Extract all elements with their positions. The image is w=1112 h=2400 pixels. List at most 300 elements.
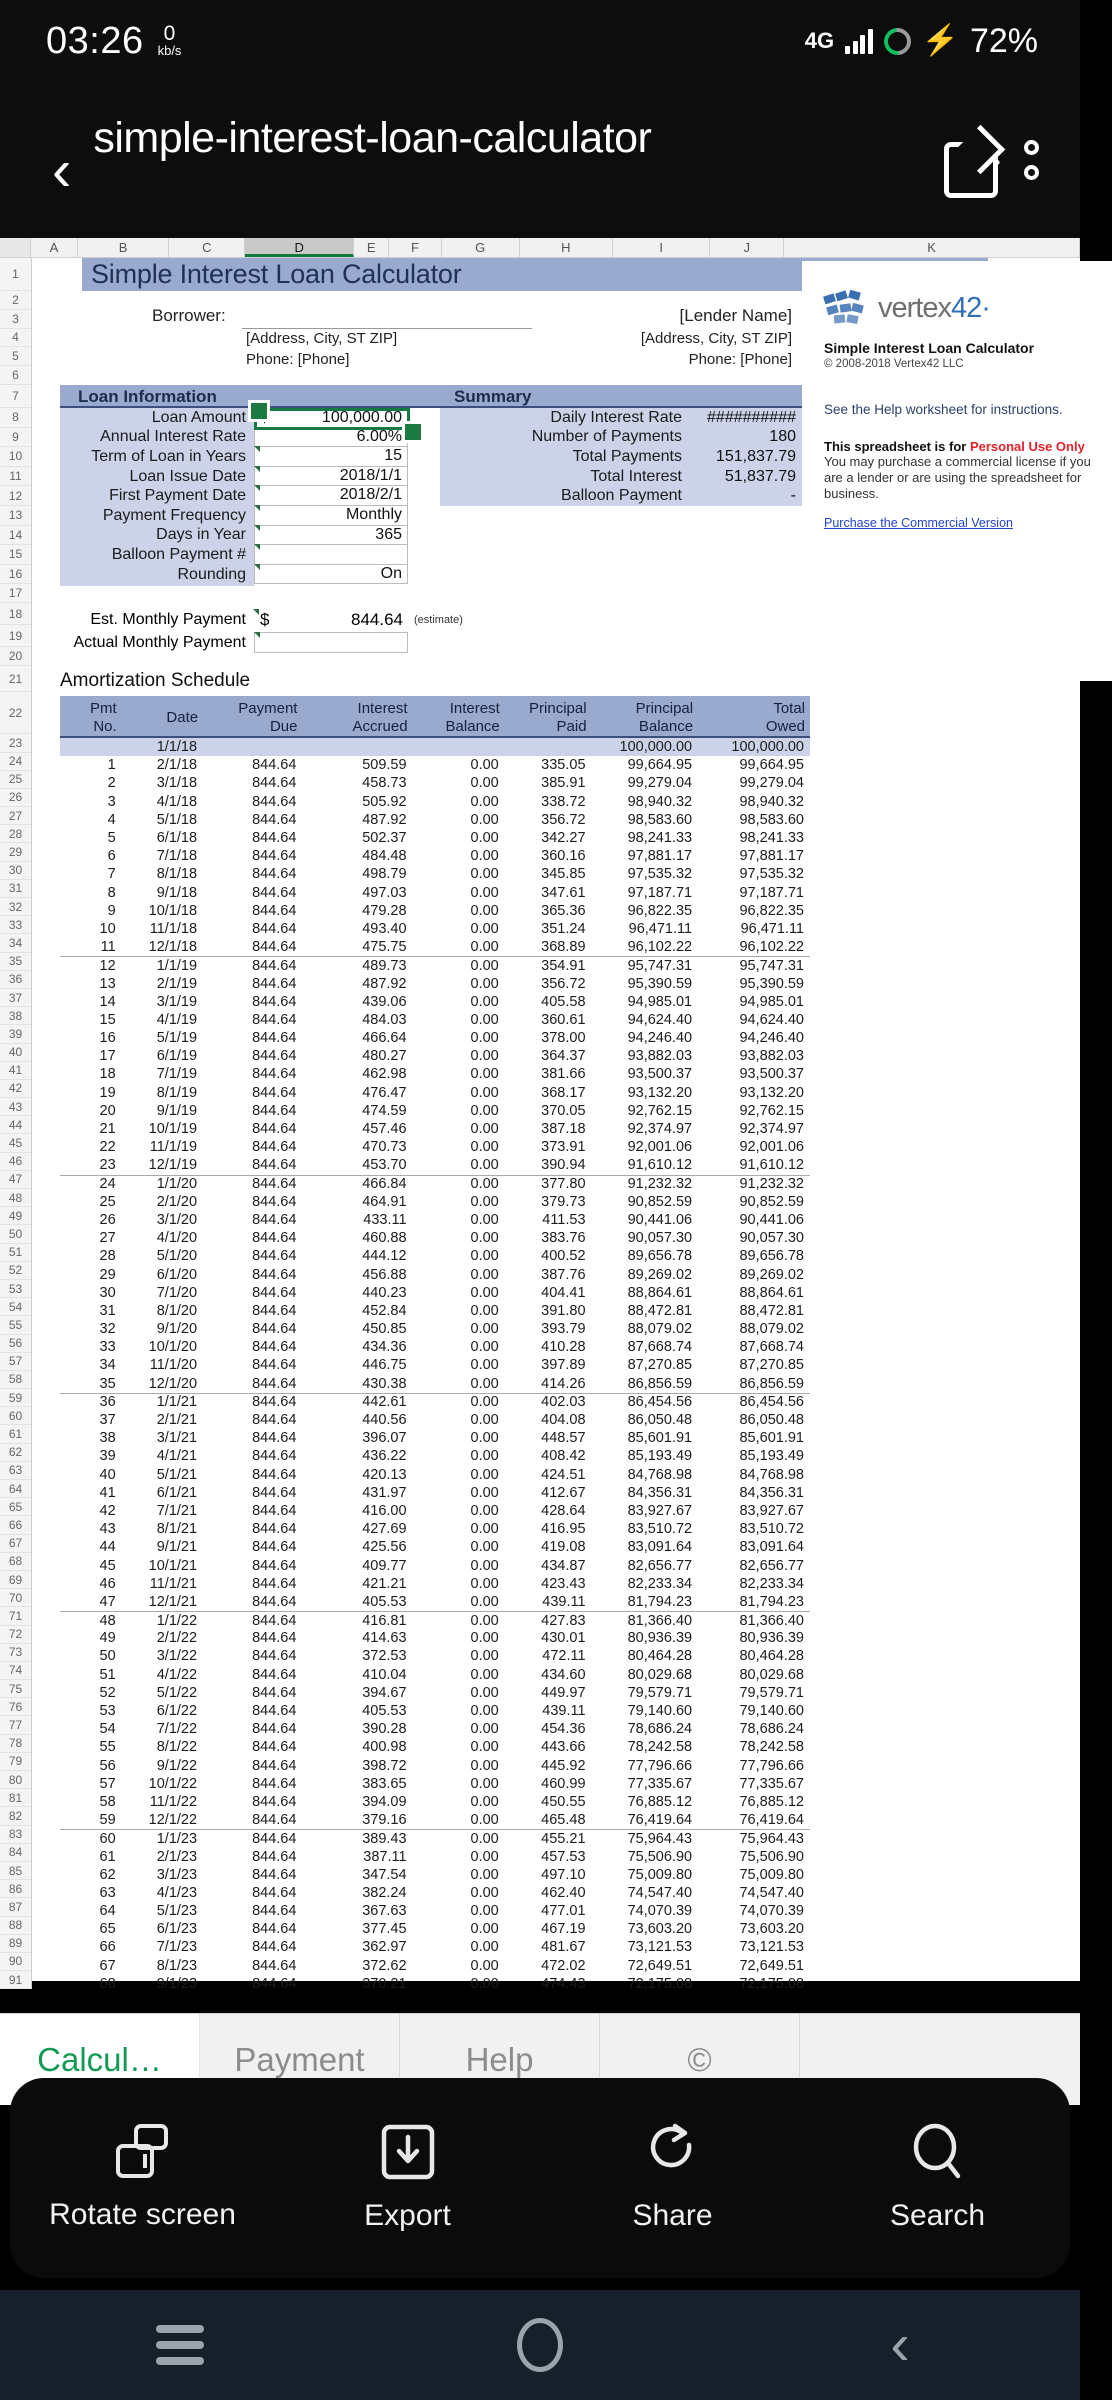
row-header-cell[interactable]: 23 (0, 734, 31, 752)
row-header-cell[interactable]: 4 (0, 329, 31, 348)
table-cell: 360.16 (541, 848, 586, 865)
table-row[interactable] (60, 1666, 810, 1684)
table-cell: 0.00 (470, 1484, 499, 1501)
row-header-cell[interactable]: 45 (0, 1134, 31, 1152)
row-header-cell[interactable]: 27 (0, 807, 31, 825)
more-options-button[interactable] (1004, 100, 1044, 190)
table-cell: 436.22 (362, 1448, 407, 1465)
column-header-f[interactable]: F (389, 238, 442, 257)
table-cell: 10/1/18 (148, 902, 198, 919)
edit-button[interactable] (936, 100, 1004, 188)
table-row[interactable] (60, 1811, 810, 1829)
table-row[interactable] (60, 1866, 810, 1884)
loan-info-value[interactable]: 2018/1/1 (254, 467, 408, 487)
row-header-cell[interactable]: 34 (0, 934, 31, 952)
table-row[interactable] (60, 1229, 810, 1247)
row-header-cell[interactable]: 91 (0, 1971, 31, 1989)
table-cell: 365.36 (541, 902, 586, 919)
selection-handle-top-left[interactable] (248, 400, 270, 422)
loan-info-value[interactable]: On (254, 565, 408, 585)
table-cell: 5/1/21 (156, 1466, 198, 1483)
loan-info-value[interactable]: 2018/2/1 (254, 486, 408, 506)
row-header-cell[interactable]: 64 (0, 1480, 31, 1498)
table-cell: 0.00 (470, 1430, 499, 1447)
table-row[interactable] (60, 1011, 810, 1029)
row-header-cell[interactable]: 62 (0, 1444, 31, 1462)
loan-info-row[interactable] (60, 447, 480, 467)
row-header-cell[interactable]: 41 (0, 1062, 31, 1080)
row-header-cell[interactable]: 75 (0, 1680, 31, 1698)
home-button[interactable] (360, 2318, 720, 2372)
table-cell: 96,102.22 (627, 939, 693, 956)
row-header-cell[interactable]: 66 (0, 1516, 31, 1534)
row-header-cell[interactable]: 38 (0, 1007, 31, 1025)
row-header-cell[interactable]: 60 (0, 1407, 31, 1425)
table-cell: 844.64 (252, 1176, 297, 1193)
table-cell: 28 (99, 1248, 116, 1265)
table-row[interactable] (60, 1320, 810, 1338)
row-header-cell[interactable]: 87 (0, 1898, 31, 1916)
table-row[interactable] (60, 829, 810, 847)
table-row[interactable] (60, 1829, 810, 1847)
table-row[interactable] (60, 1084, 810, 1102)
row-header-cell[interactable]: 61 (0, 1425, 31, 1443)
table-cell: 400.52 (541, 1248, 586, 1265)
table-cell: 0.00 (470, 793, 499, 810)
row-header-cell[interactable]: 40 (0, 1044, 31, 1062)
summary-value: - (790, 487, 796, 505)
row-header-cell[interactable]: 30 (0, 862, 31, 880)
column-header-h[interactable]: H (520, 238, 613, 257)
row-header-cell[interactable]: 14 (0, 526, 31, 546)
loan-info-label: Balloon Payment # (111, 545, 246, 563)
table-cell: 88,472.81 (739, 1302, 804, 1319)
column-header-i[interactable]: I (613, 238, 710, 257)
row-header-cell[interactable]: 83 (0, 1826, 31, 1844)
table-row[interactable] (60, 1447, 810, 1465)
vertex42-purchase-link[interactable]: Purchase the Commercial Version (824, 515, 1013, 530)
table-row[interactable] (60, 1684, 810, 1702)
row-header-cell[interactable]: 48 (0, 1189, 31, 1207)
table-row[interactable] (60, 1466, 810, 1484)
table-row[interactable] (60, 1375, 810, 1393)
table-cell: 96,471.11 (740, 920, 804, 937)
row-header-cell[interactable]: 20 (0, 647, 31, 666)
table-row[interactable] (60, 1556, 810, 1574)
table-row[interactable] (60, 1920, 810, 1938)
summary-header (440, 385, 808, 408)
row-header-cell[interactable]: 84 (0, 1844, 31, 1862)
summary-value: 151,837.79 (715, 447, 796, 465)
row-header-cell[interactable]: 85 (0, 1862, 31, 1880)
row-header-cell[interactable]: 57 (0, 1353, 31, 1371)
table-cell: 844.64 (252, 811, 297, 828)
row-header-cell[interactable]: 90 (0, 1953, 31, 1971)
table-cell: 368.17 (541, 1084, 586, 1101)
rotate-screen-button[interactable] (10, 2078, 275, 2278)
row-header-cell[interactable]: 72 (0, 1626, 31, 1644)
share-button[interactable] (540, 2078, 805, 2278)
loan-info-row[interactable] (60, 565, 480, 585)
table-cell: 89,269.02 (627, 1266, 693, 1283)
table-cell: 3/1/23 (156, 1866, 198, 1883)
table-row[interactable] (60, 1720, 810, 1738)
row-header-cell[interactable]: 33 (0, 916, 31, 934)
column-header-d[interactable]: D (245, 238, 354, 257)
column-header-e[interactable]: E (354, 238, 389, 257)
table-cell: 9/1/23 (156, 1975, 198, 1992)
table-cell: 75,009.80 (627, 1866, 693, 1883)
table-row[interactable] (60, 1538, 810, 1556)
table-cell: 94,985.01 (739, 993, 804, 1010)
row-header-cell[interactable]: 71 (0, 1607, 31, 1625)
row-header-cell[interactable]: 52 (0, 1262, 31, 1280)
table-row[interactable] (60, 902, 810, 920)
table-row[interactable] (60, 1702, 810, 1720)
table-row[interactable] (60, 847, 810, 865)
loan-info-value[interactable]: 365 (254, 526, 408, 546)
actual-monthly-payment-input[interactable] (254, 632, 408, 653)
table-row[interactable] (60, 756, 810, 774)
row-header-cell[interactable]: 13 (0, 506, 31, 526)
row-header-cell[interactable]: 63 (0, 1462, 31, 1480)
row-header-cell[interactable]: 43 (0, 1098, 31, 1116)
row-header-cell[interactable]: 74 (0, 1662, 31, 1680)
row-header-cell[interactable]: 79 (0, 1753, 31, 1771)
vertex42-logo (802, 261, 1112, 325)
table-row[interactable] (60, 1411, 810, 1429)
table-cell: 844.64 (252, 1157, 297, 1174)
table-row[interactable] (60, 865, 810, 883)
column-header-g[interactable]: G (442, 238, 520, 257)
table-row[interactable] (60, 1884, 810, 1902)
table-cell: 94,246.40 (739, 1030, 804, 1047)
table-cell: 484.03 (362, 1011, 407, 1028)
table-row[interactable] (60, 774, 810, 792)
table-cell: 470.73 (362, 1139, 407, 1156)
table-cell: 74,070.39 (627, 1903, 693, 1920)
row-header-column (0, 258, 32, 1989)
system-back-button[interactable] (720, 2312, 1080, 2377)
row-header-cell[interactable]: 16 (0, 565, 31, 585)
row-header-cell[interactable]: 50 (0, 1225, 31, 1243)
row-header-cell[interactable]: 68 (0, 1553, 31, 1571)
loan-info-value[interactable]: 15 (254, 447, 408, 467)
table-cell: 80,029.68 (739, 1666, 804, 1683)
row-header-cell[interactable]: 53 (0, 1280, 31, 1298)
row-header-cell[interactable]: 67 (0, 1535, 31, 1553)
table-row[interactable] (60, 1047, 810, 1065)
table-row[interactable] (60, 920, 810, 938)
row-header-cell[interactable]: 2 (0, 291, 31, 310)
borrower-name-underline[interactable] (242, 328, 532, 329)
row-header-cell[interactable]: 86 (0, 1880, 31, 1898)
table-row[interactable] (60, 1575, 810, 1593)
table-row[interactable] (60, 974, 810, 992)
row-header-cell[interactable]: 3 (0, 310, 31, 329)
row-header-cell[interactable]: 76 (0, 1698, 31, 1716)
row-header-cell[interactable]: 12 (0, 486, 31, 506)
recents-button[interactable] (0, 2317, 360, 2373)
row-header-cell[interactable]: 39 (0, 1025, 31, 1043)
cell-selection-box[interactable] (254, 408, 410, 430)
table-row[interactable] (60, 1102, 810, 1120)
row-header-cell[interactable]: 18 (0, 603, 31, 625)
est-monthly-payment-label: Est. Monthly Payment (90, 611, 246, 628)
table-row[interactable] (60, 956, 810, 974)
column-header-c[interactable]: C (169, 238, 245, 257)
table-cell: 95,747.31 (627, 957, 693, 974)
table-row[interactable] (60, 1193, 810, 1211)
row-header-cell[interactable]: 51 (0, 1244, 31, 1262)
cell-area[interactable] (32, 258, 1091, 1992)
table-row[interactable] (60, 1847, 810, 1865)
table-cell: 460.99 (541, 1775, 586, 1792)
rotate-screen-label: Rotate screen (49, 2198, 236, 2231)
row-header-cell[interactable]: 22 (0, 692, 31, 734)
table-row[interactable] (60, 1338, 810, 1356)
table-row[interactable] (60, 811, 810, 829)
row-header-cell[interactable]: 69 (0, 1571, 31, 1589)
sheet-tab-help[interactable]: Help (400, 2014, 600, 2105)
row-header-cell[interactable]: 24 (0, 753, 31, 771)
table-row[interactable] (60, 1029, 810, 1047)
table-cell: 385.91 (541, 775, 586, 792)
table-row[interactable] (60, 1284, 810, 1302)
row-header-cell[interactable]: 58 (0, 1371, 31, 1389)
row-header-cell[interactable]: 59 (0, 1389, 31, 1407)
table-cell: 97,881.17 (627, 848, 693, 865)
row-header-cell[interactable]: 15 (0, 545, 31, 565)
row-header-cell[interactable]: 26 (0, 789, 31, 807)
table-cell: 844.64 (252, 1703, 297, 1720)
table-row[interactable] (60, 1938, 810, 1956)
row-header-cell[interactable]: 70 (0, 1589, 31, 1607)
column-header-k[interactable]: K (784, 238, 1080, 257)
table-row[interactable] (60, 738, 810, 756)
table-cell: 7/1/20 (156, 1284, 198, 1301)
table-row[interactable] (60, 1393, 810, 1411)
table-cell: 467.19 (541, 1921, 586, 1938)
row-header-cell[interactable]: 54 (0, 1298, 31, 1316)
table-cell: 378.00 (541, 1030, 586, 1047)
table-cell: 45 (99, 1557, 116, 1574)
amortization-title: Amortization Schedule (60, 670, 251, 691)
table-cell: 844.64 (252, 1721, 297, 1738)
table-cell: 59 (99, 1812, 116, 1829)
row-header-cell[interactable]: 7 (0, 385, 31, 408)
row-header-cell[interactable]: 78 (0, 1735, 31, 1753)
table-cell: 76,885.12 (739, 1793, 804, 1810)
row-header-cell[interactable]: 88 (0, 1917, 31, 1935)
table-cell: 96,471.11 (628, 920, 693, 937)
table-cell: 75,506.90 (739, 1848, 804, 1865)
table-row[interactable] (60, 1247, 810, 1265)
table-cell: 347.61 (541, 884, 586, 901)
row-header-cell[interactable]: 6 (0, 366, 31, 385)
table-row[interactable] (60, 1902, 810, 1920)
table-row[interactable] (60, 1757, 810, 1775)
table-row[interactable] (60, 1793, 810, 1811)
table-cell: 844.64 (252, 1339, 297, 1356)
table-cell: 844.64 (252, 1193, 297, 1210)
row-header-cell[interactable]: 5 (0, 347, 31, 366)
table-cell: 21 (99, 1121, 116, 1138)
row-header-cell[interactable]: 77 (0, 1716, 31, 1734)
loan-info-row[interactable] (60, 545, 480, 565)
row-header-cell[interactable]: 1 (0, 258, 31, 291)
table-cell: 74,547.40 (739, 1884, 804, 1901)
row-header-cell[interactable]: 31 (0, 880, 31, 898)
table-row[interactable] (60, 1593, 810, 1611)
table-cell: 99,664.95 (627, 757, 693, 774)
network-speed-unit: kb/s (157, 42, 182, 58)
row-header-cell[interactable]: 80 (0, 1771, 31, 1789)
sheet-tab-copyright[interactable]: © (600, 2014, 800, 2105)
loan-info-row[interactable] (60, 486, 480, 506)
table-cell: 844.64 (252, 1211, 297, 1228)
table-row[interactable] (60, 884, 810, 902)
column-header-j[interactable]: J (710, 238, 784, 257)
table-cell: 1/1/23 (156, 1830, 198, 1847)
table-cell: 414.63 (362, 1630, 407, 1647)
back-button[interactable]: ‹ (52, 138, 72, 203)
table-cell: 844.64 (252, 1502, 297, 1519)
search-button[interactable] (805, 2078, 1070, 2278)
row-header-cell[interactable]: 47 (0, 1171, 31, 1189)
export-button[interactable] (275, 2078, 540, 2278)
sync-ring-icon (878, 22, 916, 60)
selection-handle-bottom-right[interactable] (402, 421, 424, 443)
table-cell: 844.64 (252, 1648, 297, 1665)
table-cell: 844.64 (252, 1557, 297, 1574)
row-header-cell[interactable]: 9 (0, 428, 31, 448)
row-header-cell[interactable]: 89 (0, 1935, 31, 1953)
loan-info-row[interactable] (60, 506, 480, 526)
table-row[interactable] (60, 1484, 810, 1502)
table-cell: 844.64 (252, 1939, 297, 1956)
table-cell: 37 (99, 1412, 116, 1429)
row-header-cell[interactable]: 81 (0, 1789, 31, 1807)
row-header-cell[interactable]: 36 (0, 971, 31, 989)
row-header-cell[interactable]: 65 (0, 1498, 31, 1516)
row-header-cell[interactable]: 17 (0, 584, 31, 603)
row-header-cell[interactable]: 49 (0, 1207, 31, 1225)
table-cell: 3/1/19 (156, 993, 198, 1010)
table-cell: 40 (99, 1466, 116, 1483)
table-cell: 335.05 (541, 757, 586, 774)
amortization-table[interactable] (60, 738, 810, 1993)
loan-info-value[interactable] (254, 545, 408, 565)
table-row[interactable] (60, 1211, 810, 1229)
table-cell: 0.00 (470, 1921, 499, 1938)
loan-info-row[interactable] (60, 467, 480, 487)
row-header-cell[interactable]: 11 (0, 467, 31, 487)
row-header-cell[interactable]: 32 (0, 898, 31, 916)
table-row[interactable] (60, 1356, 810, 1374)
row-header-cell[interactable]: 35 (0, 953, 31, 971)
spreadsheet-viewport[interactable] (0, 238, 1091, 1992)
table-row[interactable] (60, 1065, 810, 1083)
row-header-cell[interactable]: 82 (0, 1807, 31, 1825)
table-row[interactable] (60, 1138, 810, 1156)
table-cell: 53 (99, 1703, 116, 1720)
sheet-tab-calculator[interactable]: Calcul… (0, 2014, 200, 2105)
table-cell: 458.73 (362, 775, 407, 792)
row-header-cell[interactable]: 44 (0, 1116, 31, 1134)
row-header-cell[interactable]: 37 (0, 989, 31, 1007)
table-row[interactable] (60, 1611, 810, 1629)
table-cell: 0.00 (470, 1102, 499, 1119)
table-cell: 844.64 (252, 1575, 297, 1592)
table-cell: 8/1/23 (156, 1957, 198, 1974)
summary-row (440, 467, 808, 487)
table-row[interactable] (60, 1957, 810, 1975)
row-header-cell[interactable]: 56 (0, 1335, 31, 1353)
table-row[interactable] (60, 938, 810, 956)
loan-info-value[interactable]: 6.00% (254, 428, 408, 448)
loan-information-header-label: Loan Information (78, 387, 217, 406)
select-all-corner[interactable] (0, 238, 31, 257)
row-header-cell[interactable]: 21 (0, 666, 31, 692)
row-header-cell[interactable]: 10 (0, 447, 31, 467)
row-header-cell[interactable]: 25 (0, 771, 31, 789)
table-row[interactable] (60, 1975, 810, 1993)
row-header-cell[interactable]: 73 (0, 1644, 31, 1662)
table-row[interactable] (60, 1738, 810, 1756)
column-header-b[interactable]: B (78, 238, 169, 257)
table-row[interactable] (60, 1120, 810, 1138)
table-row[interactable] (60, 793, 810, 811)
table-row[interactable] (60, 1775, 810, 1793)
table-cell: 0.00 (470, 1866, 499, 1883)
column-header-a[interactable]: A (31, 238, 78, 257)
table-cell: 405.58 (541, 993, 586, 1010)
row-header-cell[interactable]: 42 (0, 1080, 31, 1098)
loan-info-row[interactable] (60, 526, 480, 546)
table-cell: 15 (99, 1011, 116, 1028)
row-header-cell[interactable]: 8 (0, 408, 31, 428)
table-cell: 442.61 (362, 1394, 407, 1411)
row-header-cell[interactable]: 28 (0, 825, 31, 843)
loan-info-value[interactable]: $ 100,000.00 (254, 408, 408, 428)
table-row[interactable] (60, 1629, 810, 1647)
row-header-cell[interactable]: 19 (0, 625, 31, 647)
sheet-tab-payment[interactable]: Payment (200, 2014, 400, 2105)
table-cell: 439.11 (542, 1593, 586, 1610)
table-cell: 88,079.02 (739, 1321, 804, 1338)
table-row[interactable] (60, 1429, 810, 1447)
table-row[interactable] (60, 1265, 810, 1283)
table-cell: 362.97 (362, 1939, 407, 1956)
table-cell: 92,762.15 (627, 1102, 693, 1119)
table-row[interactable] (60, 993, 810, 1011)
export-label: Export (364, 2199, 451, 2232)
row-header-cell[interactable]: 55 (0, 1316, 31, 1334)
row-header-cell[interactable]: 46 (0, 1153, 31, 1171)
table-row[interactable] (60, 1175, 810, 1193)
table-row[interactable] (60, 1520, 810, 1538)
table-cell: 79,140.60 (739, 1703, 804, 1720)
table-row[interactable] (60, 1302, 810, 1320)
table-cell: 1/1/21 (156, 1394, 198, 1411)
table-row[interactable] (60, 1647, 810, 1665)
table-row[interactable] (60, 1502, 810, 1520)
row-header-cell[interactable]: 29 (0, 843, 31, 861)
table-cell: 79,140.60 (627, 1703, 693, 1720)
loan-info-value[interactable]: Monthly (254, 506, 408, 526)
table-row[interactable] (60, 1156, 810, 1174)
